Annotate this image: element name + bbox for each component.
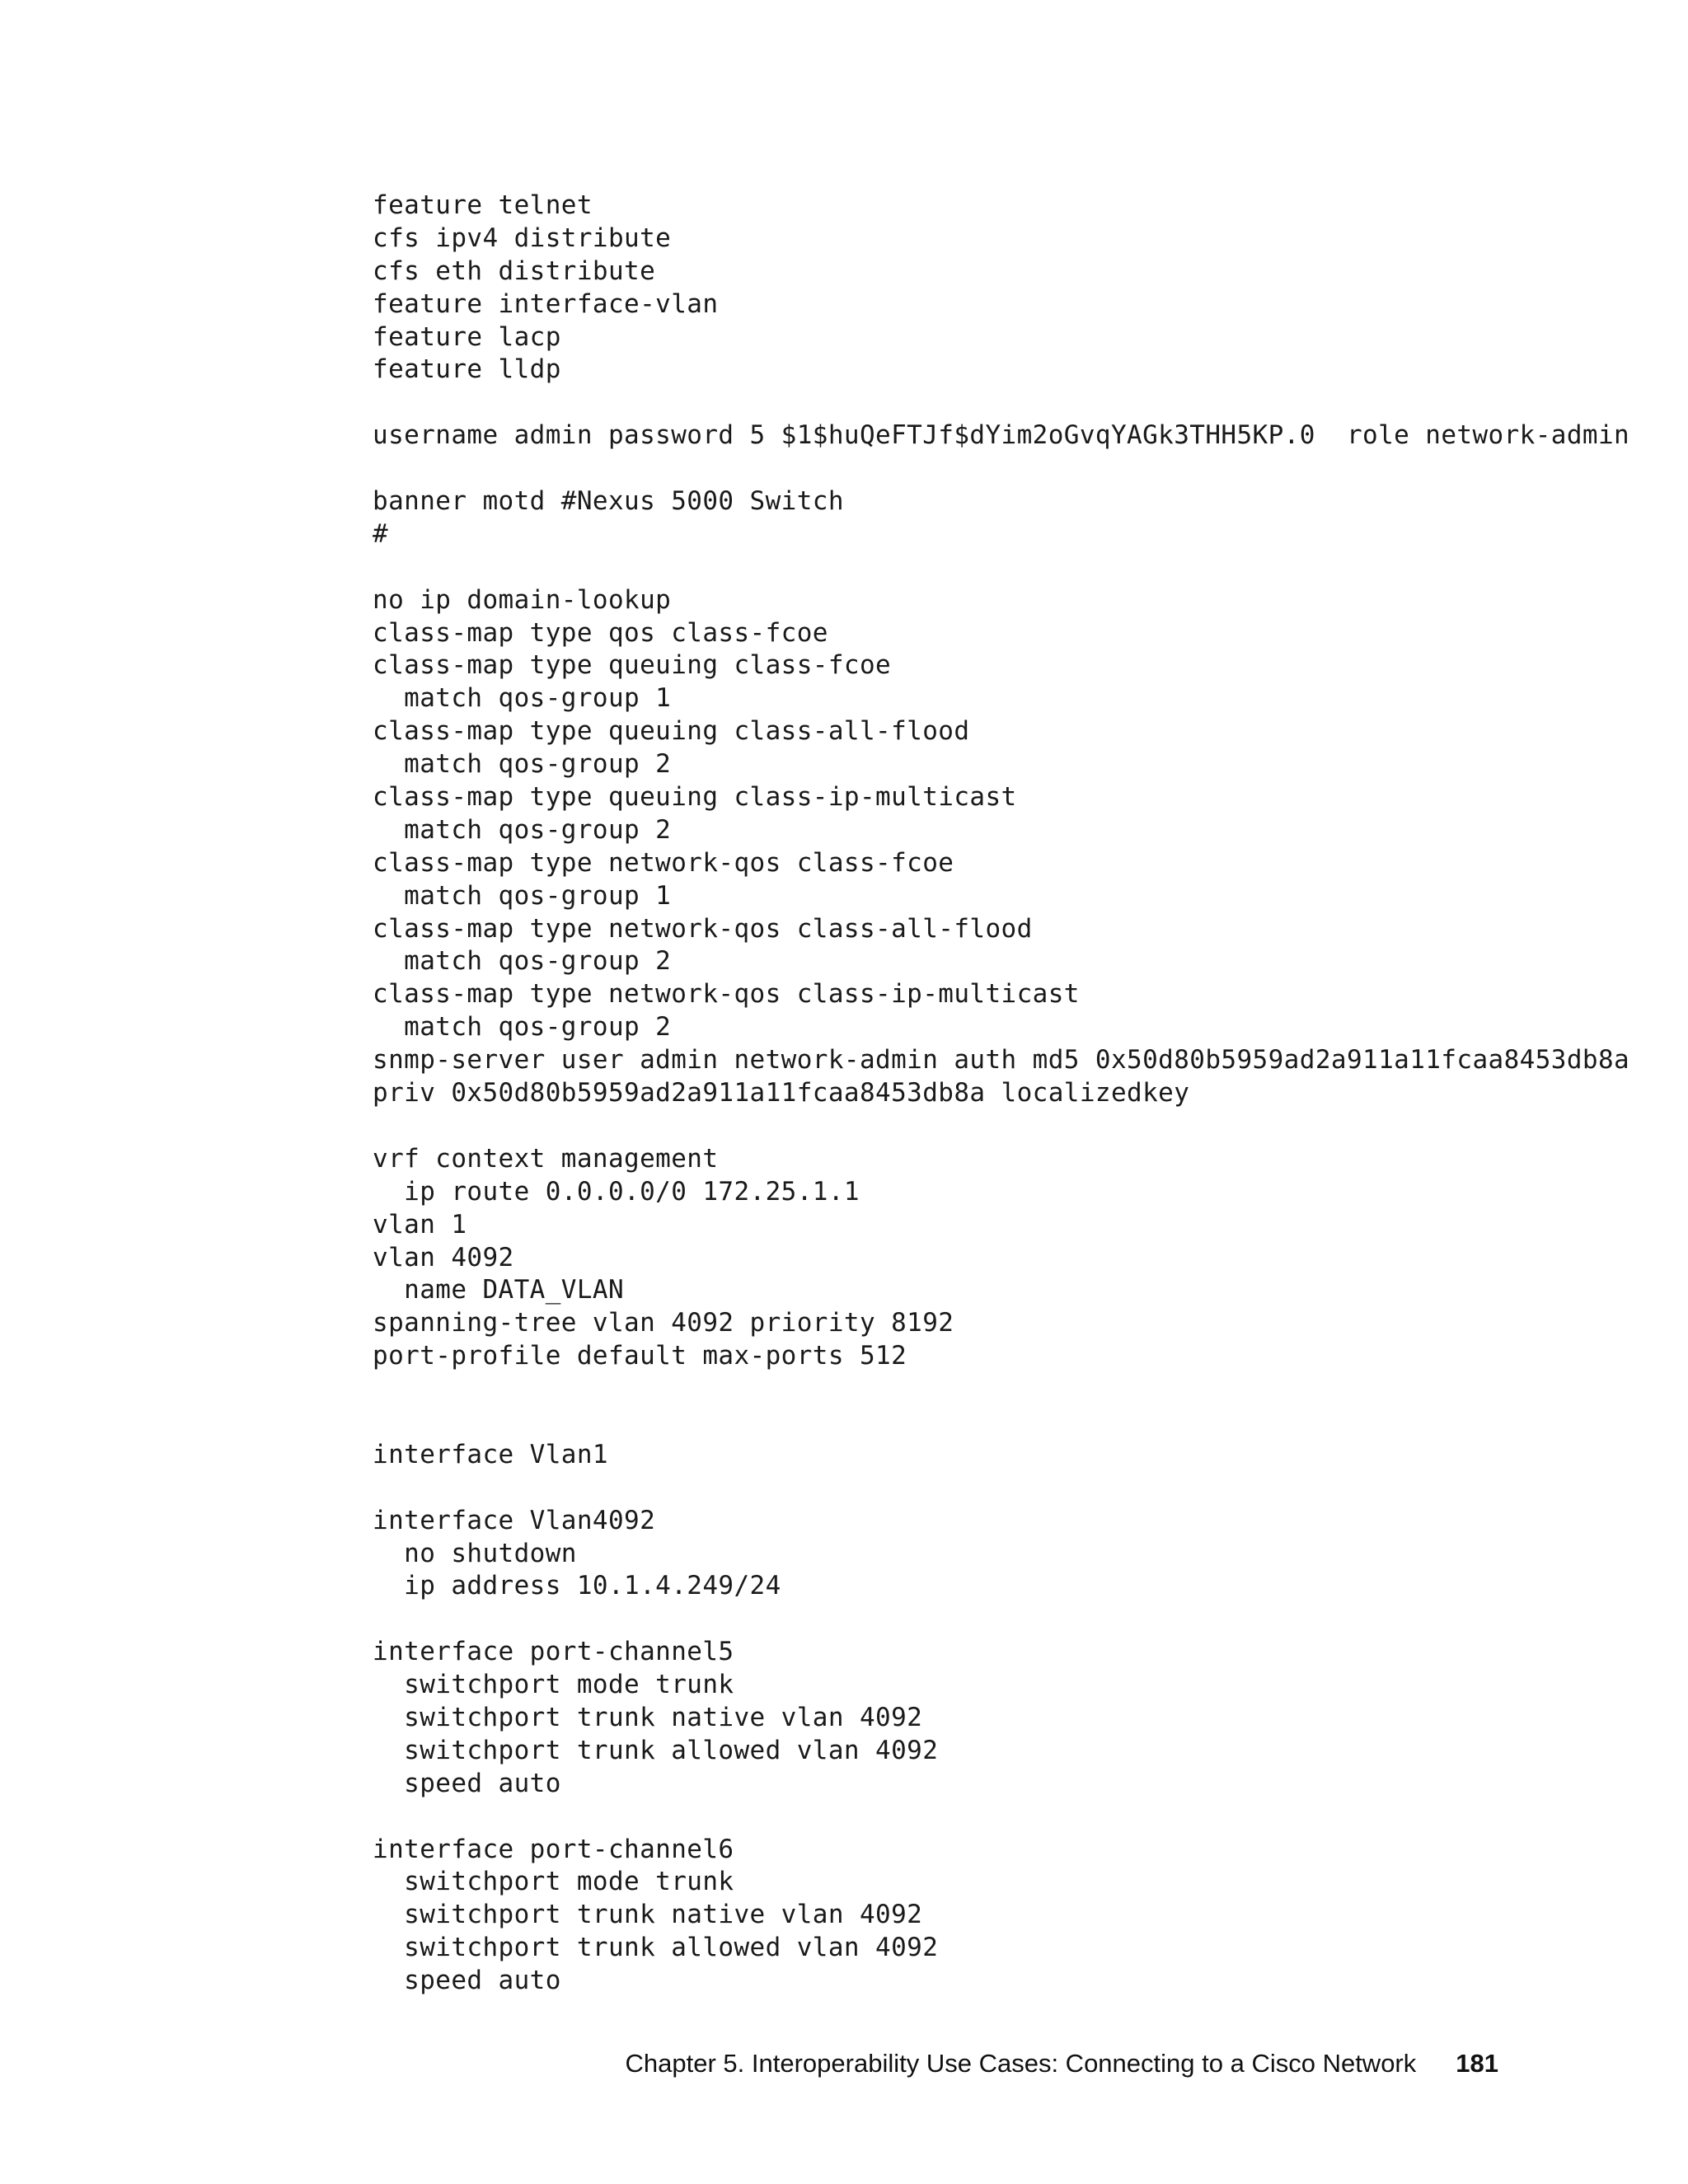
code-line: switchport trunk allowed vlan 4092 (373, 1933, 939, 1963)
code-line: switchport mode trunk (373, 1670, 734, 1700)
code-line: match qos-group 2 (373, 749, 672, 780)
code-line (373, 1406, 1629, 1439)
code-line: cfs eth distribute (373, 255, 656, 286)
code-line: switchport mode trunk (373, 1867, 734, 1897)
code-line: feature telnet (373, 190, 593, 220)
code-line: class-map type network-qos class-ip-multicast (373, 979, 1080, 1010)
page-number: 181 (1456, 2049, 1498, 2078)
code-line (373, 1472, 1629, 1505)
page-footer (626, 2049, 1498, 2079)
code-line: switchport trunk native vlan 4092 (373, 1900, 923, 1930)
code-line: switchport trunk native vlan 4092 (373, 1702, 923, 1732)
code-line (373, 1801, 1629, 1834)
code-line: username admin password 5 $1$huQeFTJf$dYim2oGvqYAGk3THH5KP.0 role network-admin (373, 420, 1630, 451)
code-line: port-profile default max-ports 512 (373, 1341, 907, 1371)
code-line: vrf context management (373, 1143, 719, 1174)
code-line: switchport trunk allowed vlan 4092 (373, 1735, 939, 1765)
code-line (373, 1603, 1629, 1636)
code-line: priv 0x50d80b5959ad2a911a11fcaa8453db8a localizedkey (373, 1078, 1190, 1108)
code-line: match qos-group 2 (373, 814, 672, 845)
code-line (373, 1110, 1629, 1143)
code-line: interface port-channel5 (373, 1637, 734, 1667)
code-line (373, 452, 1629, 485)
code-line: feature interface-vlan (373, 288, 719, 319)
code-line (373, 551, 1629, 584)
code-line: class-map type queuing class-fcoe (373, 650, 892, 681)
code-line: class-map type queuing class-all-flood (373, 716, 970, 747)
code-line: match qos-group 1 (373, 683, 672, 714)
code-line: ip address 10.1.4.249/24 (373, 1571, 781, 1601)
code-line: spanning-tree vlan 4092 priority 8192 (373, 1308, 954, 1338)
config-listing (373, 190, 1629, 1998)
chapter-title: Chapter 5. Interoperability Use Cases: Connecting to a Cisco Network (625, 2049, 1417, 2078)
code-line: interface Vlan1 (373, 1439, 608, 1469)
code-line: snmp-server user admin network-admin auth md5 0x50d80b5959ad2a911a11fcaa8453db8a (373, 1045, 1630, 1076)
code-line: class-map type qos class-fcoe (373, 617, 828, 648)
code-line: speed auto (373, 1966, 561, 1996)
code-line: match qos-group 1 (373, 880, 672, 911)
code-line (373, 387, 1629, 419)
code-line: vlan 1 (373, 1209, 467, 1240)
code-line: class-map type queuing class-ip-multicast (373, 782, 1017, 813)
code-line: class-map type network-qos class-all-flood (373, 913, 1033, 944)
code-line: banner motd #Nexus 5000 Switch (373, 486, 844, 517)
code-line: ip route 0.0.0.0/0 172.25.1.1 (373, 1176, 860, 1207)
code-line (373, 1373, 1629, 1406)
code-line: cfs ipv4 distribute (373, 223, 672, 253)
code-line: name DATA_VLAN (373, 1275, 625, 1305)
code-line: no shutdown (373, 1538, 577, 1568)
code-line: match qos-group 2 (373, 946, 672, 977)
code-line: interface Vlan4092 (373, 1505, 656, 1535)
code-line: # (373, 518, 389, 549)
code-line: match qos-group 2 (373, 1012, 672, 1043)
code-line: no ip domain-lookup (373, 584, 672, 615)
code-line: vlan 4092 (373, 1242, 514, 1272)
code-line: class-map type network-qos class-fcoe (373, 847, 954, 878)
code-line: feature lacp (373, 321, 561, 352)
code-line: speed auto (373, 1768, 561, 1798)
code-line: interface port-channel6 (373, 1834, 734, 1864)
code-line: feature lldp (373, 354, 561, 385)
